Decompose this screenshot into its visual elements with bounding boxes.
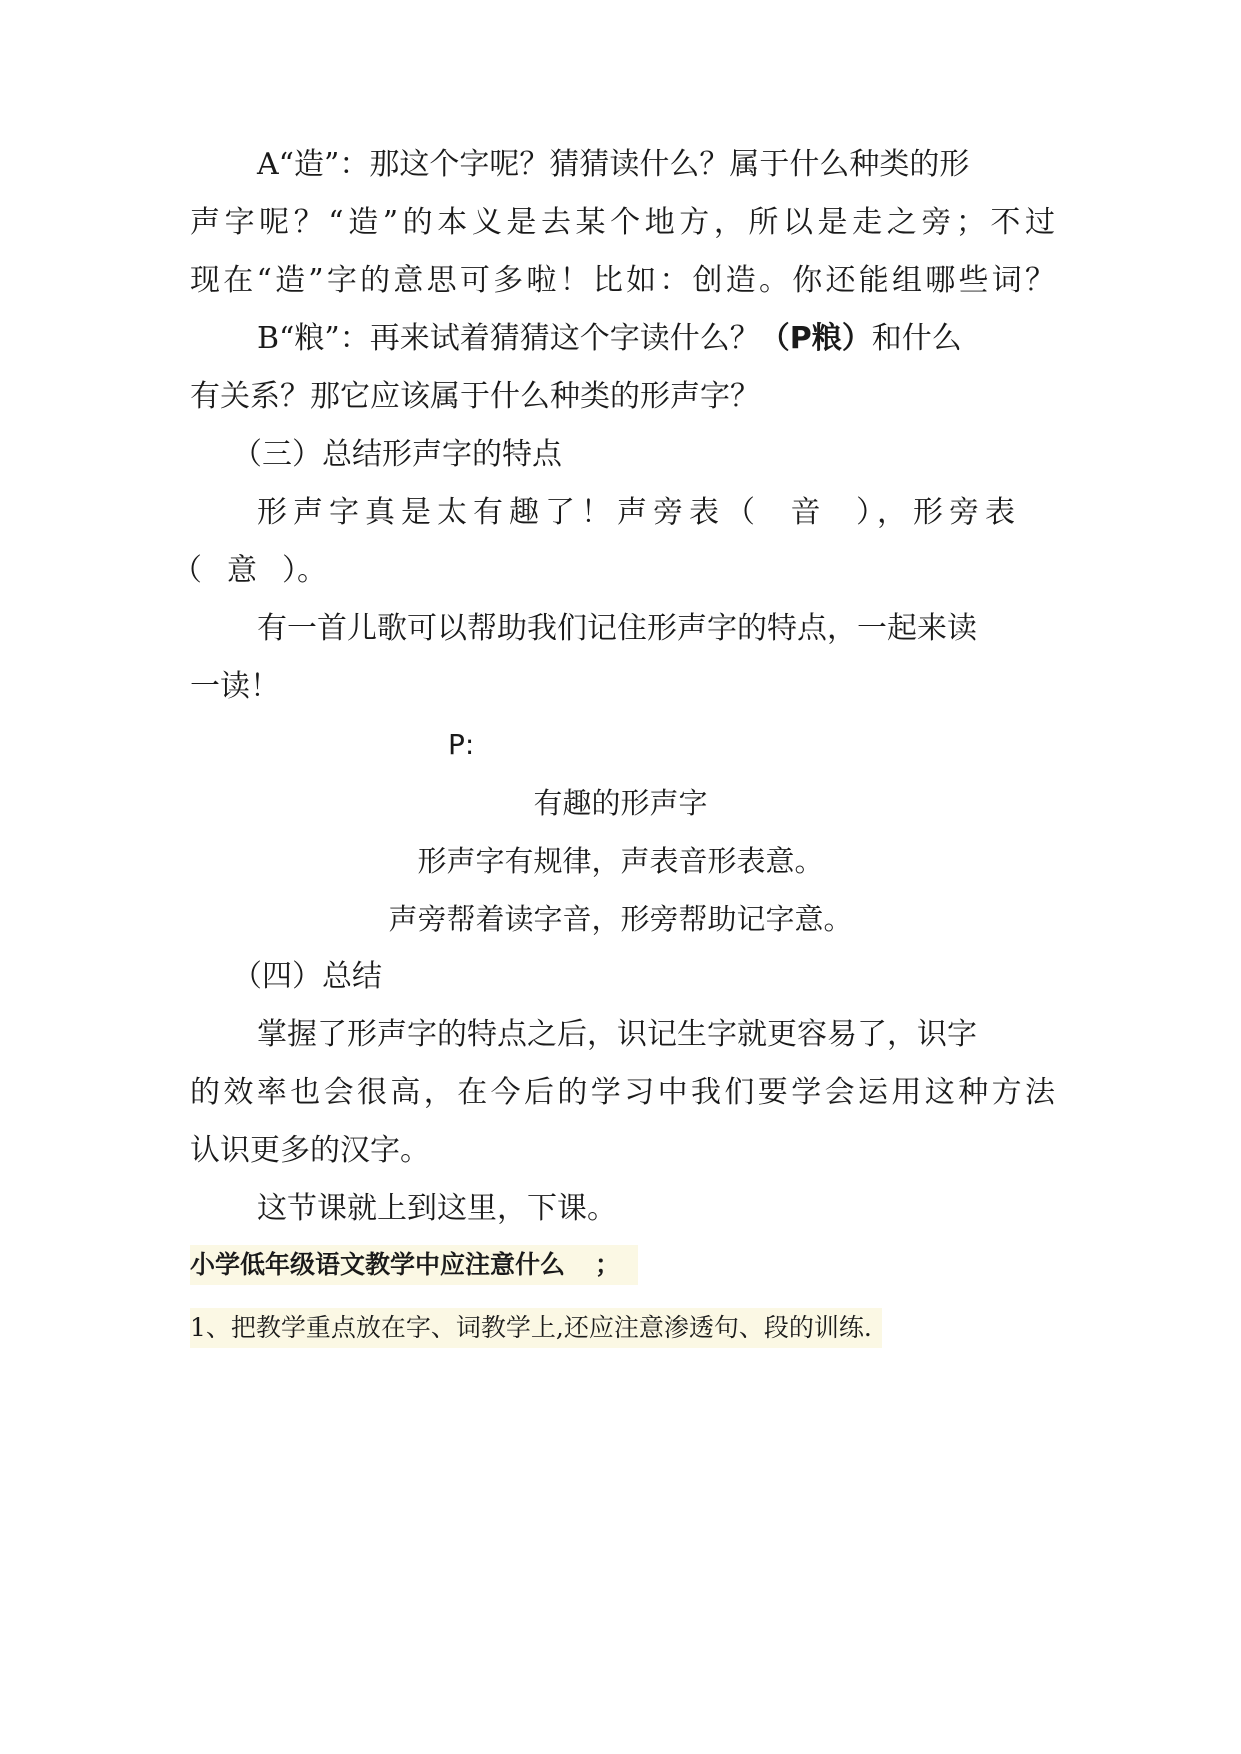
section-4-heading: （四）总结 [232, 959, 382, 994]
para-b-prefix: B“粮”：再来试着猜猜这个字读什么？ [257, 321, 760, 356]
conclusion-line-2: 的效率也会很高，在今后的学习中我们要学会运用这种方法 [190, 1075, 1055, 1110]
para-a-line-2: 声字呢？“造”的本义是去某个地方，所以是走之旁；不过 [190, 205, 1055, 240]
summary-text-b: ），形旁表 [856, 495, 1021, 530]
para-a-line-1: A“造”：那这个字呢？猜猜读什么？属于什么种类的形 [257, 147, 970, 182]
appendix-heading-text: 小学低年级语文教学中应注意什么 [190, 1250, 566, 1279]
summary-paren-close: ）。 [282, 553, 327, 588]
appendix-heading-tail: ； [595, 1250, 621, 1279]
summary-blank-meaning: 意 [227, 553, 257, 588]
song-line-2: 声旁帮着读字音，形旁帮助记字意。 [388, 902, 853, 936]
slide-marker: P: [448, 728, 475, 761]
summary-text-a: 形声字真是太有趣了！声旁表（ [257, 495, 761, 530]
closing-line: 这节课就上到这里，下课。 [257, 1191, 617, 1226]
song-intro-line-2: 一读！ [190, 669, 280, 704]
para-b-suffix: 和什么 [871, 321, 962, 356]
para-b-answer: （P粮） [759, 321, 872, 356]
appendix-heading [190, 1245, 638, 1285]
conclusion-line-3: 认识更多的汉字。 [190, 1133, 430, 1168]
summary-blank-sound: 音 [790, 495, 827, 530]
song-title: 有趣的形声字 [533, 786, 708, 820]
para-b-line-2: 有关系？那它应该属于什么种类的形声字？ [190, 379, 760, 414]
summary-line-1 [257, 493, 1021, 533]
song-intro-line-1: 有一首儿歌可以帮助我们记住形声字的特点，一起来读 [257, 611, 977, 646]
para-a-line-3: 现在“造”字的意思可多啦！比如：创造。你还能组哪些词？ [190, 263, 1055, 298]
song-line-1: 形声字有规律，声表音形表意。 [417, 844, 824, 878]
summary-paren-open: （ [172, 553, 202, 588]
appendix-item-1: 1、把教学重点放在字、词教学上,还应注意渗透句、段的训练. [190, 1308, 882, 1348]
section-3-heading: （三）总结形声字的特点 [232, 437, 562, 472]
para-b-line-1 [257, 319, 962, 359]
summary-line-2 [172, 551, 327, 591]
conclusion-line-1: 掌握了形声字的特点之后，识记生字就更容易了，识字 [257, 1017, 977, 1052]
